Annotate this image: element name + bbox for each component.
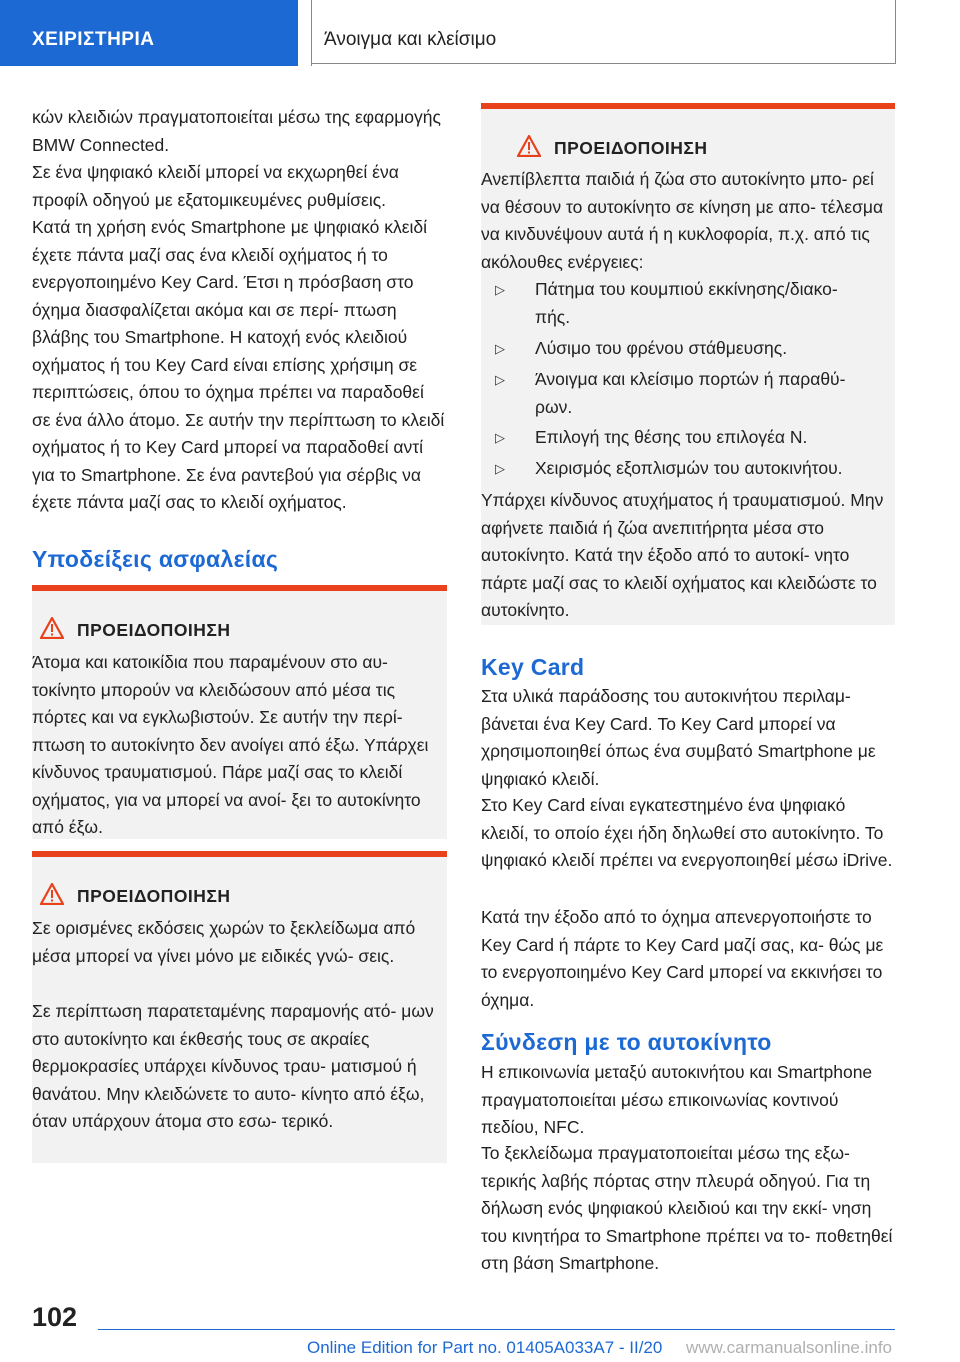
warning-triangle-icon — [40, 883, 64, 905]
chapter-tab — [311, 0, 960, 66]
warning-title: ΠΡΟΕΙΔΟΠΟΙΗΣΗ — [77, 886, 231, 906]
section-heading: Σύνδεση με το αυτοκίνητο — [481, 1029, 772, 1055]
bullet-triangle-icon: ▷ — [495, 341, 505, 356]
bullet-triangle-icon: ▷ — [495, 430, 505, 445]
paragraph: Στο Key Card είναι εγκατεστημένο ένα ψηφιακό κλειδί, το οποίο έχει ήδη δηλωθεί στο αυτοκίνητο. Το ψηφιακό κλειδί πρέπει να ενεργοποιηθεί μέσω iDrive. — [481, 795, 893, 870]
chapter-title: Άνοιγμα και κλείσιμο — [324, 29, 497, 50]
warning-text: Άτομα και κατοικίδια που παραμένουν στο αυ- τοκίνητο μπορούν να κλειδώσουν από μέσα τις πόρτες και να εγκλωβιστούν. Σε αυτήν την περί- πτωση το αυτοκίνητο δεν ανοίγει από έξω. Υπάρχει κίνδυνος τραυματισμού. Πάρε μαζί σας το κλειδί οχήματος, για να μπορεί να ανοί- ξει το αυτοκίνητο από έξω. — [32, 652, 429, 837]
paragraph: Σε ένα ψηφιακό κλειδί μπορεί να εκχωρηθεί ένα προφίλ οδηγού με εξατομικευμένες ρυθμίσεις. — [32, 162, 399, 210]
page-header — [0, 0, 960, 66]
warning-title: ΠΡΟΕΙΔΟΠΟΙΗΣΗ — [554, 138, 708, 158]
section-tab — [0, 0, 298, 66]
watermark-site: www.carmanualsonline.info — [686, 1338, 892, 1357]
section-heading: Key Card — [481, 654, 585, 680]
page-number: 102 — [32, 1302, 78, 1332]
footer-divider — [98, 1329, 895, 1330]
warning-text: Σε περίπτωση παρατεταμένης παραμονής ατό- μων στο αυτοκίνητο και έκθεσής τους σε ακραίες θερμοκρασίες υπάρχει κίνδυνος τραυ- ματισμού ή θανάτου. Μην κλειδώνετε το αυτο- κίνητο από έξω, όταν υπάρχουν άτομα στο εσω- τερικό. — [32, 1001, 434, 1131]
warning-box — [32, 585, 447, 839]
warning-triangle-icon — [40, 617, 64, 639]
warning-text: Ανεπίβλεπτα παιδιά ή ζώα στο αυτοκίνητο μπο- ρεί να θέσουν το αυτοκίνητο σε κίνηση με απο- τέλεσμα να κινδυνέψουν αυτά ή η κυκλοφορία, π.χ. από τις ακόλουθες ενέργειες: — [481, 169, 884, 272]
warning-box: ΠΡΟΕΙΔΟΠΟΙΗΣΗ Ανεπίβλεπτα παιδιά ή ζώα στο αυτοκίνητο μπο- ρεί να θέσουν το αυτοκίνητο σε κίνηση με απο- τέλεσμα να κινδυνέψουν αυτά ή η κυκλοφορία, π.χ. από τις ακόλουθες ενέργειες: ▷ Πάτημα του κουμπιού εκκίνησης/διακο- πής. ▷ Λύσιμο του φρένου στάθμευσης. ▷ Άνοιγμα και κλείσιμο πορτών ή παραθύ- ρων. ▷ Επιλογή της θέσης του επιλογέα N. ▷ Χειρισμός εξοπλισμών του αυτοκινήτου. Υπάρχει κίνδυνος ατυχήματος ή τραυματισμού. Μην αφήνετε παιδιά ή ζώα ανεπιτήρητα μέσα στο αυτοκίνητο. Κατά την έξοδο από το αυτοκί- νητο πάρτε μαζί σας το κλειδί οχήματος και κλειδώστε το αυτοκίνητο. — [481, 103, 895, 625]
paragraph: Κατά τη χρήση ενός Smartphone με ψηφιακό κλειδί έχετε πάντα μαζί σας ένα κλειδί οχήματος ή το ενεργοποιημένο Key Card. Έτσι η πρόσβαση στο όχημα διασφαλίζεται ακόμα και σε περί- πτωση βλάβης του Smartphone. Η κατοχή ενός κλειδιού οχήματος ή του Key Card είναι επίσης χρήσιμη σε περιπτώσεις, όπου το όχημα πρέπει να παραδοθεί σε ένα άλλο άτομο. Σε αυτήν την περίπτωση το κλειδί οχήματος ή το Key Card μπορεί να παραδοθεί αντί για το Smartphone. Σε ένα ραντεβού για σέρβις να έχετε πάντα μαζί σας το κλειδί οχήματος. — [32, 217, 445, 512]
bullet-triangle-icon: ▷ — [495, 282, 505, 297]
section-title: ΧΕΙΡΙΣΤΗΡΙΑ — [32, 29, 155, 50]
paragraph: κών κλειδιών πραγματοποιείται μέσω της εφαρμογής BMW Connected. — [32, 107, 441, 155]
warning-title: ΠΡΟΕΙΔΟΠΟΙΗΣΗ — [77, 620, 231, 640]
edition-text: Online Edition for Part no. 01405A033A7 - II/20 — [307, 1338, 663, 1357]
warning-triangle-icon — [517, 135, 541, 157]
warning-text: Σε ορισμένες εκδόσεις χωρών το ξεκλείδωμα από μέσα μπορεί να γίνει μόνο με ειδικές γνώ- σεις. — [32, 918, 416, 966]
paragraph: Στα υλικά παράδοσης του αυτοκινήτου περιλαμ- βάνεται ένα Key Card. Το Key Card μπορεί να χρησιμοποιηθεί όπως ένα συμβατό Smartphone με ψηφιακό κλειδί. — [481, 686, 876, 789]
paragraph: Κατά την έξοδο από το όχημα απενεργοποιήστε το Key Card ή πάρτε το Key Card μαζί σας, κα- θώς με το ενεργοποιημένο Key Card μπορεί να εκκινήσει το όχημα. — [481, 907, 884, 1010]
warning-box — [32, 851, 447, 1163]
section-heading: Υποδείξεις ασφαλείας — [32, 546, 279, 572]
bullet-triangle-icon: ▷ — [495, 372, 505, 387]
paragraph: Η επικοινωνία μεταξύ αυτοκινήτου και Smartphone πραγματοποιείται μέσω επικοινωνίας κοντινού πεδίου, NFC. — [481, 1062, 873, 1137]
paragraph: Το ξεκλείδωμα πραγματοποιείται μέσω της εξω- τερικής λαβής πόρτας στην πλευρά οδηγού. Για τη δήλωση ενός ψηφιακού κλειδιού και την εκκί- νηση του κινητήρα το Smartphone πρέπει να το- ποθετηθεί στη βάση Smartphone. — [481, 1143, 893, 1273]
warning-text: Υπάρχει κίνδυνος ατυχήματος ή τραυματισμού. Μην αφήνετε παιδιά ή ζώα ανεπιτήρητα μέσα στο αυτοκίνητο. Κατά την έξοδο από το αυτοκί- νητο πάρτε μαζί σας το κλειδί οχήματος και κλειδώστε το αυτοκίνητο. — [481, 490, 884, 620]
bullet-triangle-icon: ▷ — [495, 461, 505, 476]
